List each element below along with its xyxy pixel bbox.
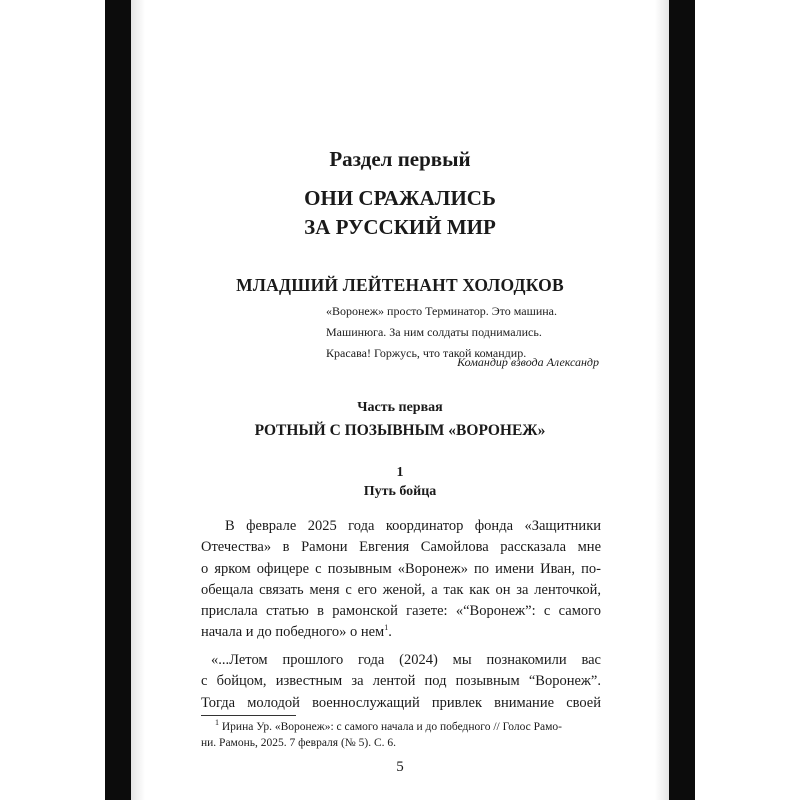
part-label: Часть первая: [357, 400, 443, 415]
left-page-edge: [105, 0, 131, 800]
footnote: [201, 719, 601, 751]
paragraph-last-line: начала и до победного» о нем$^1$.: [201, 623, 392, 641]
paragraph-line: обещала связать меня с его женой, а так как он за ленточкой,: [201, 581, 601, 598]
main-title-line-2: ЗА РУССКИЙ МИР: [304, 215, 496, 239]
footnote-line: ни. Рамонь, 2025. 7 февраля (№ 5). С. 6.: [201, 737, 397, 749]
footnote-line: [201, 719, 601, 735]
paragraph-line: Отечества» в Рамони Евгения Самойлова рассказала мне: [201, 539, 601, 556]
subchapter-number: 1: [396, 465, 404, 480]
subchapter-title: Путь бойца: [363, 484, 437, 499]
paragraph-line-text: начала и до победного» о нем: [201, 624, 385, 641]
book-page: [131, 0, 669, 800]
chapter-title: МЛАДШИЙ ЛЕЙТЕНАНТ ХОЛОДКОВ: [236, 275, 564, 295]
footnote-text: Ирина Ур. «Воронеж»: с самого начала и до победного // Голос Рамо-: [219, 721, 562, 733]
page-number: 5: [396, 759, 404, 775]
paragraph-2: [201, 650, 601, 714]
section-label: Раздел первый: [329, 147, 471, 171]
footnote-rule: [201, 715, 296, 716]
epigraph-attribution: Командир взвода Александр: [457, 355, 599, 369]
right-page-edge: [669, 0, 695, 800]
epigraph-line: Красава! Горжусь, что такой командир.: [326, 346, 527, 360]
footnote-reference: 1: [384, 623, 389, 633]
main-title: [131, 184, 669, 242]
paragraph-line: с бойцом, известным за лентой под позывным “Воронеж”.: [201, 673, 601, 690]
paragraph-line: прислала статью в рамонской газете: «“Воронеж”: с самого: [201, 603, 601, 620]
part-title: РОТНЫЙ С ПОЗЫВНЫМ «ВОРОНЕЖ»: [254, 422, 546, 439]
epigraph-line: «Воронеж» просто Терминатор. Это машина.: [326, 304, 557, 318]
paragraph-line: «...Летом прошлого года (2024) мы познакомили вас: [211, 652, 601, 668]
footnote-marker: 1: [215, 718, 219, 728]
paragraph-line: Тогда молодой военнослужащий привлек внимание своей: [201, 694, 601, 711]
main-title-line-1: ОНИ СРАЖАЛИСЬ: [304, 186, 496, 210]
paragraph-line: о ярком офицере с позывным «Воронеж» по имени Иван, по-: [201, 560, 601, 577]
epigraph-line: Машинюга. За ним солдаты поднимались.: [326, 325, 542, 339]
paragraph-line: В феврале 2025 года координатор фонда «Защитники: [225, 518, 601, 534]
paragraph-1: [201, 516, 601, 644]
